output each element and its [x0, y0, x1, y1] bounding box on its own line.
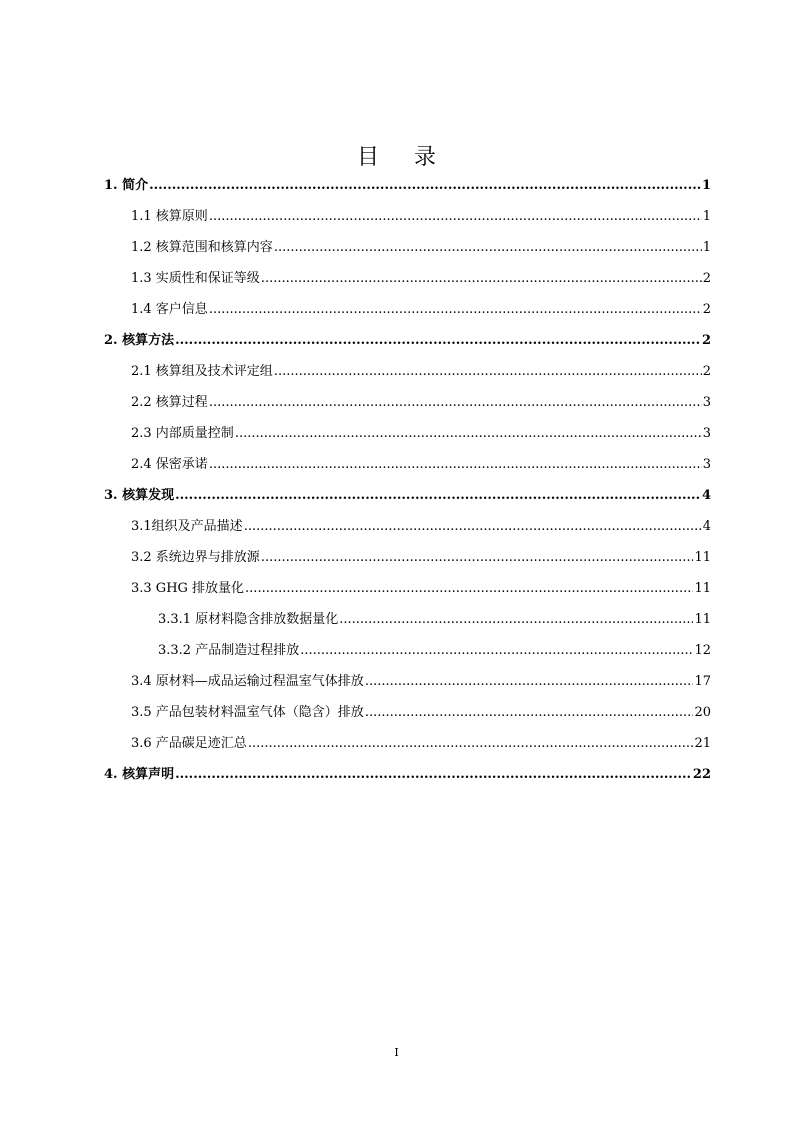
- toc-entry[interactable]: [104, 480, 711, 511]
- toc-entry-label: 1.4 客户信息: [131, 302, 208, 317]
- toc-entry[interactable]: [104, 573, 711, 604]
- toc-entry-page: 1: [702, 240, 711, 255]
- toc-entry-page: 2: [702, 364, 711, 379]
- toc-entry-page: 2: [701, 333, 711, 348]
- toc-entry-page: 22: [692, 767, 711, 782]
- toc-dot-leader: [244, 511, 702, 542]
- toc-entry-page: 3: [702, 426, 711, 441]
- toc-entry-page: 3: [702, 395, 711, 410]
- toc-entry-label: 1.3 实质性和保证等级: [131, 271, 260, 286]
- toc-entry[interactable]: [104, 542, 711, 573]
- toc-entry[interactable]: [104, 294, 711, 325]
- toc-entry[interactable]: [104, 170, 711, 201]
- toc-entry-label: 1.2 核算范围和核算内容: [131, 240, 273, 255]
- toc-entry-label: 2. 核算方法: [104, 333, 175, 348]
- toc-dot-leader: [235, 418, 702, 449]
- toc-dot-leader: [209, 387, 702, 418]
- toc-dot-leader: [274, 232, 702, 263]
- toc-entry[interactable]: [104, 418, 711, 449]
- toc-entry-label: 3. 核算发现: [104, 488, 175, 503]
- toc-dot-leader: [245, 573, 693, 604]
- toc-entry-page: 2: [702, 271, 711, 286]
- toc-entry-label: 3.2 系统边界与排放源: [131, 550, 260, 565]
- toc-entry-label: 2.2 核算过程: [131, 395, 208, 410]
- toc-dot-leader: [365, 666, 694, 697]
- toc-entry-page: 12: [694, 643, 711, 658]
- toc-dot-leader: [365, 697, 694, 728]
- toc-entry[interactable]: [104, 728, 711, 759]
- toc-dot-leader: [248, 728, 694, 759]
- toc-dot-leader: [274, 356, 702, 387]
- toc-entry-label: 4. 核算声明: [104, 767, 175, 782]
- toc-entry-label: 3.6 产品碳足迹汇总: [131, 736, 247, 751]
- toc-entry-page: 21: [694, 736, 711, 751]
- table-of-contents: [104, 170, 711, 790]
- toc-dot-leader: [209, 449, 702, 480]
- toc-entry[interactable]: [104, 511, 711, 542]
- toc-entry-page: 2: [702, 302, 711, 317]
- toc-dot-leader: [300, 635, 693, 666]
- toc-entry[interactable]: [104, 201, 711, 232]
- toc-entry-label: 3.1组织及产品描述: [131, 519, 243, 534]
- toc-entry-page: 20: [694, 705, 711, 720]
- toc-entry[interactable]: [104, 387, 711, 418]
- toc-entry[interactable]: [104, 325, 711, 356]
- toc-entry[interactable]: [104, 232, 711, 263]
- toc-entry[interactable]: [104, 697, 711, 728]
- toc-entry-label: 3.3 GHG 排放量化: [131, 581, 245, 596]
- toc-entry-page: 17: [694, 674, 711, 689]
- toc-entry-page: 4: [702, 519, 711, 534]
- toc-dot-leader: [149, 170, 701, 201]
- toc-entry[interactable]: [104, 666, 711, 697]
- toc-entry[interactable]: [104, 449, 711, 480]
- toc-entry-label: 1. 简介: [104, 178, 149, 193]
- toc-entry-label: 1.1 核算原则: [131, 209, 208, 224]
- toc-dot-leader: [209, 201, 702, 232]
- toc-entry-page: 3: [702, 457, 711, 472]
- toc-entry-page: 4: [701, 488, 711, 503]
- toc-dot-leader: [175, 325, 701, 356]
- toc-entry-label: 2.1 核算组及技术评定组: [131, 364, 273, 379]
- toc-entry[interactable]: [104, 263, 711, 294]
- toc-entry-label: 3.3.2 产品制造过程排放: [158, 643, 300, 658]
- toc-dot-leader: [175, 759, 692, 790]
- toc-entry-label: 3.3.1 原材料隐含排放数据量化: [158, 612, 339, 627]
- toc-entry-label: 3.5 产品包装材料温室气体（隐含）排放: [131, 705, 364, 720]
- toc-entry[interactable]: [104, 635, 711, 666]
- toc-dot-leader: [209, 294, 702, 325]
- toc-entry-label: 3.4 原材料—成品运输过程温室气体排放: [131, 674, 364, 689]
- toc-entry-page: 1: [701, 178, 711, 193]
- toc-title: 目 录: [357, 145, 450, 170]
- toc-dot-leader: [261, 263, 702, 294]
- toc-dot-leader: [175, 480, 701, 511]
- toc-entry-page: 11: [694, 581, 711, 596]
- toc-entry-label: 2.4 保密承诺: [131, 457, 208, 472]
- toc-dot-leader: [339, 604, 693, 635]
- toc-dot-leader: [261, 542, 694, 573]
- toc-entry-page: 11: [694, 550, 711, 565]
- toc-entry-page: 11: [694, 612, 711, 627]
- page-number: I: [394, 1046, 399, 1059]
- toc-entry-page: 1: [702, 209, 711, 224]
- toc-entry[interactable]: [104, 604, 711, 635]
- toc-entry[interactable]: [104, 759, 711, 790]
- toc-entry[interactable]: [104, 356, 711, 387]
- toc-entry-label: 2.3 内部质量控制: [131, 426, 234, 441]
